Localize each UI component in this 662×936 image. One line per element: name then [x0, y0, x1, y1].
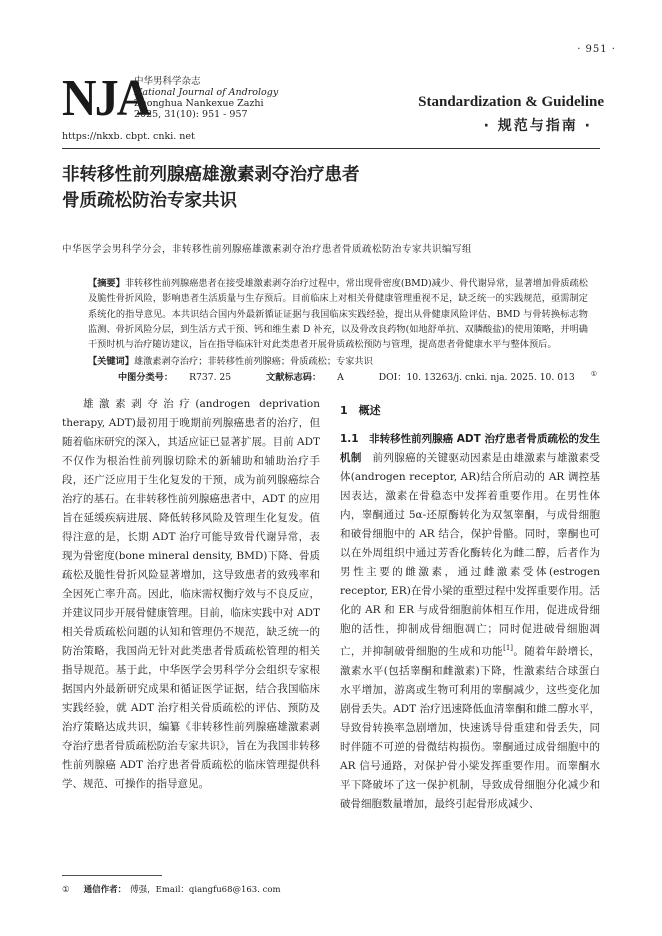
section-type-cn: · 规范与指南 · [483, 118, 592, 134]
abstract-label: 【摘要】 [88, 278, 125, 289]
section-1-1-paragraph [340, 430, 600, 814]
footnote-label: 通信作者： [83, 885, 127, 895]
subsection-1-1-heading: 1.1 非转移性前列腺癌 ADT 治疗患者骨质疏松的发生机制 [340, 433, 600, 464]
doc-code-value: A [337, 372, 344, 383]
footnote-divider [62, 875, 162, 876]
abstract [88, 276, 588, 352]
authors: 中华医学会男科学分会，非转移性前列腺癌雄激素剥夺治疗患者骨质疏松防治专家共识编写组 [62, 244, 473, 255]
keywords-text: 雄激素剥夺治疗；非转移性前列腺癌；骨质疏松；专家共识 [133, 356, 373, 367]
footnote [62, 883, 281, 895]
doi-footnote-mark: ① [590, 369, 598, 378]
clc-value: R737. 25 [189, 372, 232, 383]
journal-logo: NJA [62, 70, 150, 127]
clc-label: 中图分类号： [118, 372, 174, 383]
intro-paragraph: 雄激素剥夺治疗(androgen deprivation therapy, ADT)最初用于晚期前列腺癌患者的治疗，但随着临床研究的深入，其适应证已显著扩展。目前 ADT 不仅作为根治性前列腺切除术的新辅助和辅助治疗手段，还广泛应用于生化复发的干预，成为前列腺癌综合治疗的基石。在非转移性前列腺癌患者中，ADT 的应用旨在延缓疾病进展、降低转移风险及管理生化复发。值得注意的是，长期 ADT 治疗可能导致骨代谢异常，表现为骨密度(bone mineral density, BMD)下降、骨质疏松及脆性骨折风险显著增加，这导致患者的致残率和全因死亡率升高。因此，临床需权衡疗效与不良反应，并建议同步开展骨健康管理。目前，临床实践中对 ADT 相关骨质疏松问题的认知和管理仍不规范，缺乏统一的防治策略，我国尚无针对此类患者骨质疏松管理的相关指导规范。基于此，中华医学会男科学分会组织专家根据国内外最新研究成果和循证医学证据，结合我国临床实践经验，就 ADT 治疗相关骨质疏松的评估、预防及治疗策略达成共识，编纂《非转移性前列腺癌雄激素剥夺治疗患者骨质疏松防治专家共识》，旨在为我国非转移性前列腺癌 ADT 治疗患者骨质疏松的临床管理提供科学、规范、可操作的指导意见。 [62, 398, 320, 790]
title-line-1: 非转移性前列腺癌雄激素剥夺治疗患者 [62, 165, 360, 185]
section-type-en: Standardization & Guideline [418, 94, 604, 110]
abstract-text: 非转移性前列腺癌患者在接受雄激素剥夺治疗过程中，常出现骨密度(BMD)减少、骨代谢异常，显著增加骨质疏松及脆性骨折风险，影响患者生活质量与生存预后。目前临床上对相关骨健康管理重视不足，缺乏统一的实践规范，亟需制定系统化的指导意见。本共识结合国内外最新循证证据与我国临床实践经验，提出从骨健康风险评估、BMD 与骨转换标志物监测、骨折风险分层，到生活方式干预、钙和维生素 D 补充，以及骨改良药物(如地舒单抗、双膦酸盐)的使用策略，并明确干预时机与治疗随访建议，旨在指导临床针对此类患者开展骨质疏松预防与管理，提高患者骨健康水平与整体预后。 [88, 278, 588, 351]
footnote-text: 傅强，Email：qiangfu68@163. com [130, 885, 281, 895]
journal-url[interactable]: https://nkxb. cbpt. cnki. net [62, 131, 195, 142]
journal-info [134, 76, 278, 120]
title-line-2: 骨质疏松防治专家共识 [62, 191, 237, 211]
mechanism-text-2: 。随着年龄增长，激素水平(包括睾酮和雌激素)下降，性激素结合球蛋白水平增加，游离或生物可利用的睾酮减少，这些变化加剧骨丢失。ADT 治疗迅速降低血清睾酮和雌二醇水平，导致骨转换率急剧增加，快速诱导骨重建和骨丢失，同时伴随不可逆的骨微结构损伤。睾酮通过成骨细胞中的 AR 信号通路，对保护骨小梁发挥重要作用。而睾酮水平下降破坏了这一保护机制，导致成骨细胞分化减少和破骨细胞数量增加，最终引起骨形成减少、 [340, 645, 600, 810]
footnote-mark: ① [62, 885, 70, 895]
journal-en-name: National Journal of Andrology [134, 87, 279, 98]
journal-issue: 2025, 31(10): 951 - 957 [134, 109, 248, 120]
header-divider [62, 148, 600, 149]
keywords-label: 【关键词】 [88, 356, 134, 367]
keywords [88, 353, 588, 367]
mechanism-text-1: 前列腺癌的关键驱动因素是由雄激素与雄激素受体(androgen receptor, AR)结合所启动的 AR 调控基因表达，激素在骨稳态中发挥着重要作用。在男性体内，睾酮通过 5α-还原酶转化为双氢睾酮，与成骨细胞和破骨细胞中的 AR 结合，保护骨骼。同时，睾酮也可以在外周组织中通过芳香化酶转化为雌二醇，后者作为男性主要的雌激素，通过雌激素受体(estrogen receptor, ER)在骨小梁的重塑过程中发挥重要作用。活化的 AR 和 ER 与成骨细胞前体相互作用，促进成骨细胞的活性，抑制成骨细胞凋亡；同时促进破骨细胞凋亡，并抑制破骨细胞的生成和功能 [340, 452, 601, 658]
article-title [62, 162, 360, 214]
reference-citation[interactable]: [1] [503, 644, 514, 652]
doi[interactable]: DOI：10. 13263/j. cnki. nja. 2025. 10. 013 [378, 372, 575, 383]
journal-cn-name: 中华男科学杂志 [134, 76, 201, 87]
page-number: · 951 · [577, 44, 616, 55]
right-column [340, 395, 600, 814]
section-1-heading: 1 概述 [340, 404, 381, 417]
article-meta [118, 369, 613, 383]
journal-pinyin: Zhonghua Nankexue Zazhi [134, 98, 264, 109]
doc-code-label: 文献标志码： [266, 372, 322, 383]
